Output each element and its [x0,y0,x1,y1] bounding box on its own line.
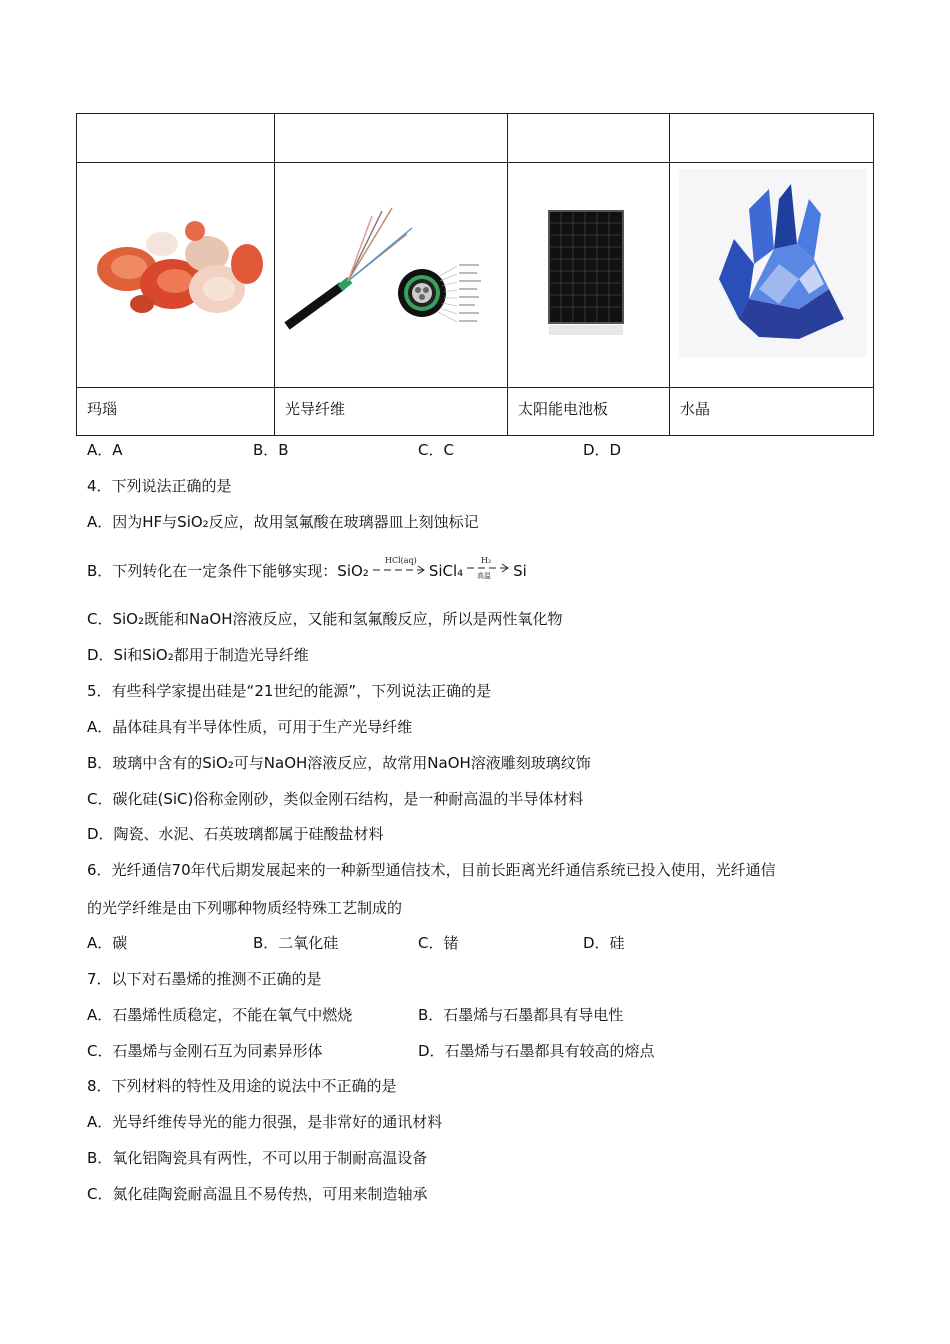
q4-option-d: D．Si和SiO₂都用于制造光导纤维 [87,646,309,664]
q6-stem-line2: 的光学纤维是由下列哪种物质经特殊工艺制成的 [87,899,403,917]
caption-agate: 玛瑙 [87,400,118,418]
q4-option-c: C．SiO₂既能和NaOH溶液反应，又能和氢氟酸反应，所以是两性氧化物 [87,610,563,628]
q8-option-b: B．氧化铝陶瓷具有两性，不可以用于制耐高温设备 [87,1149,428,1167]
q4-option-b [87,555,527,582]
q7-option-d: D．石墨烯与石墨都具有较高的熔点 [418,1042,655,1060]
q8-stem: 8．下列材料的特性及用途的说法中不正确的是 [87,1077,397,1095]
caption-optical-fiber: 光导纤维 [285,400,346,418]
solar-panel-image [547,209,627,339]
caption-solar-panel: 太阳能电池板 [518,400,609,418]
q7-option-c: C．石墨烯与金刚石互为同素异形体 [87,1042,323,1060]
q4-option-a: A．因为HF与SiO₂反应，故用氢氟酸在玻璃器皿上刻蚀标记 [87,513,479,531]
q6-option-a: A．碳 [87,934,128,952]
q7-stem: 7．以下对石墨烯的推测不正确的是 [87,970,322,988]
q3-option-d: D．D [583,441,622,459]
q5-option-c: C．碳化硅(SiC)俗称金刚砂，类似金刚石结构，是一种耐高温的半导体材料 [87,790,584,808]
reaction-arrow-1 [369,555,429,582]
q3-option-c: C．C [418,441,454,459]
q4-stem: 4．下列说法正确的是 [87,477,232,495]
q5-option-d: D．陶瓷、水泥、石英玻璃都属于硅酸盐材料 [87,825,384,843]
optical-fiber-image [282,206,487,331]
reagent-condition: 高温 [477,571,492,580]
q7-option-b: B．石墨烯与石墨都具有导电性 [418,1006,624,1024]
q5-stem: 5．有些科学家提出硅是“21世纪的能源”，下列说法正确的是 [87,682,492,700]
table-divider [77,162,873,163]
q6-option-d: D．硅 [583,934,625,952]
crystal-image [679,169,867,357]
q3-option-b: B．B [253,441,289,459]
q6-option-c: C．锗 [418,934,459,952]
q6-stem-line1: 6．光纤通信70年代后期发展起来的一种新型通信技术，目前长距离光纤通信系统已投入使用，光纤通信 [87,861,776,879]
table-divider [77,387,873,388]
reagent-h2: H₂ [481,555,492,565]
q8-option-a: A．光导纤维传导光的能力很强，是非常好的通讯材料 [87,1113,443,1131]
q5-option-a: A．晶体硅具有半导体性质，可用于生产光导纤维 [87,718,413,736]
agate-image [87,209,267,324]
caption-crystal: 水晶 [680,400,711,418]
q8-option-c: C．氮化硅陶瓷耐高温且不易传热，可用来制造轴承 [87,1185,428,1203]
q7-option-a: A．石墨烯性质稳定，不能在氧气中燃烧 [87,1006,353,1024]
reaction-arrow-2 [463,555,513,582]
q6-option-b: B．二氧化硅 [253,934,339,952]
q3-option-a: A．A [87,441,123,459]
reagent-hcl: HCl(aq) [384,555,417,565]
q5-option-b: B．玻璃中含有的SiO₂可与NaOH溶液反应，故常用NaOH溶液雕刻玻璃纹饰 [87,754,591,772]
q4-option-b-mid: SiCl₄ [428,562,464,580]
q4-option-b-end: Si [513,562,527,580]
q4-option-b-text: B．下列转化在一定条件下能够实现：SiO₂ [87,562,369,580]
materials-table [76,113,874,436]
